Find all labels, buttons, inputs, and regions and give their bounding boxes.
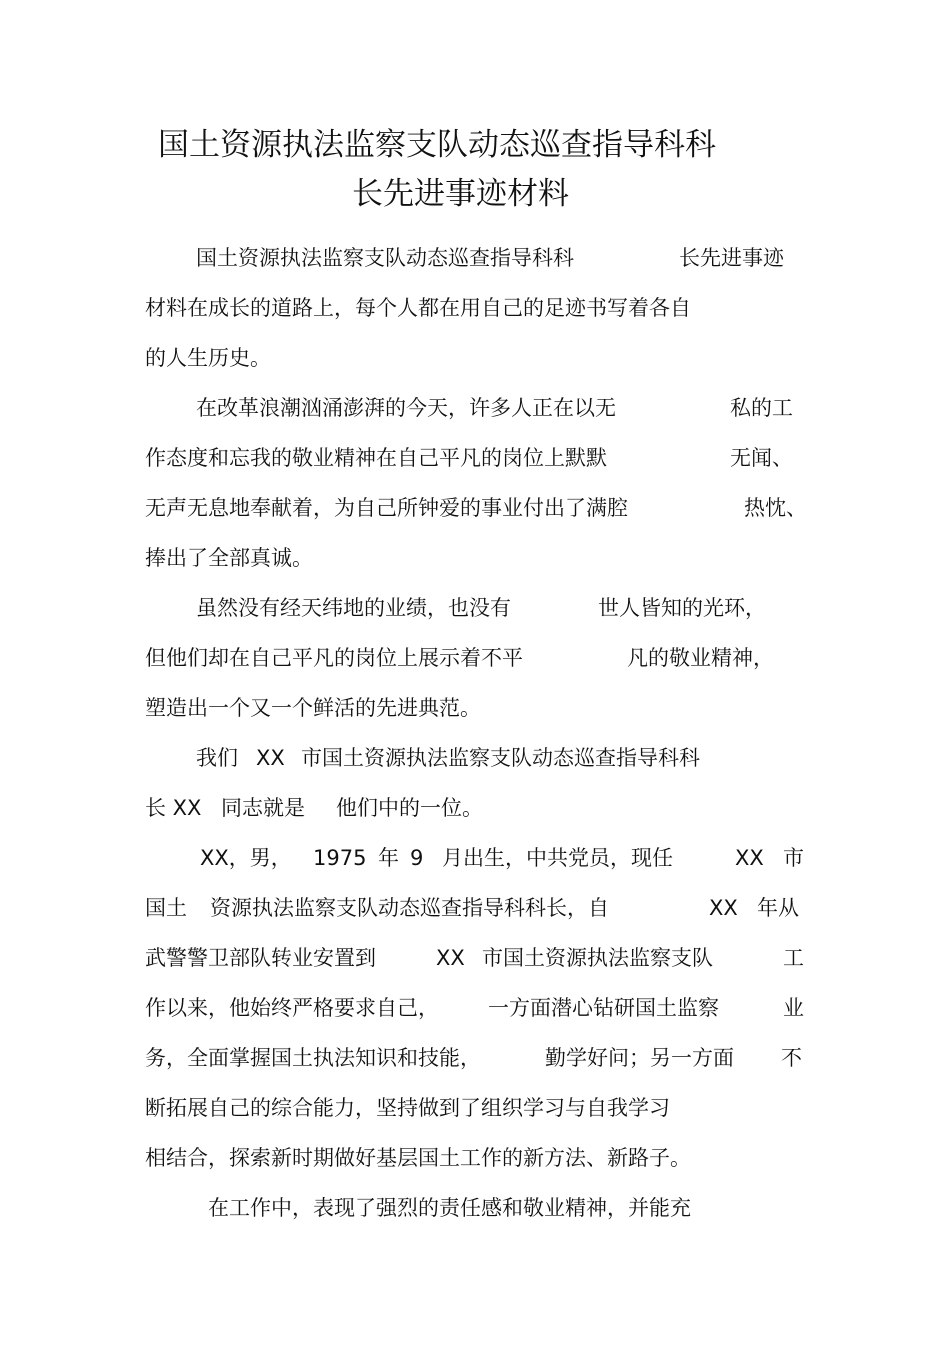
text-segment: 凡的敬业精神， (627, 646, 774, 670)
text-segment: XX (256, 746, 285, 770)
text-segment: 虽然没有经天纬地的业绩，也没有 (196, 596, 511, 620)
text-segment: 无闻、 (730, 446, 793, 470)
text-segment: 年从 (757, 896, 799, 920)
text-segment: 我们 (196, 746, 238, 770)
text-segment: 市国土资源执法监察支队动态巡查指导科科 (301, 746, 700, 770)
text-segment: 在改革浪潮汹涌澎湃的今天，许多人正在以无 (196, 396, 616, 420)
text-segment: 国土资源执法监察支队动态巡查指导科科 (196, 246, 574, 270)
text-segment: 他们中的一位。 (336, 796, 483, 820)
text-segment: 务，全面掌握国土执法知识和技能， (145, 1046, 481, 1070)
text-segment: 国土 (145, 896, 187, 920)
text-segment: 材料在成长的道路上，每个人都在用自己的足迹书写着各自 (145, 296, 691, 320)
text-segment: 无声无息地奉献着，为自己所钟爱的事业付出了满腔 (145, 496, 628, 520)
text-segment: XX (735, 846, 764, 870)
text-segment: 工 (783, 946, 804, 970)
text-segment: 作以来，他始终严格要求自己， (145, 996, 439, 1020)
text-segment: 但他们却在自己平凡的岗位上展示着不平 (145, 646, 523, 670)
text-segment: 在工作中，表现了强烈的责任感和敬业精神，并能充 (208, 1196, 691, 1220)
text-segment: 一方面潜心钻研国土监察 (488, 996, 719, 1020)
text-segment: XX (436, 946, 465, 970)
text-segment: 热忱、 (744, 496, 807, 520)
text-segment: 1975 (313, 846, 367, 870)
text-segment: 不 (781, 1046, 802, 1070)
text-segment: 武警警卫部队转业安置到 (145, 946, 376, 970)
text-segment: 世人皆知的光环， (598, 596, 766, 620)
text-segment: XX，男， (200, 846, 292, 870)
text-segment: 勤学好问；另一方面 (545, 1046, 734, 1070)
document-title-line-2: 长先进事迹材料 (352, 176, 569, 212)
text-segment: 长先进事迹 (679, 246, 784, 270)
text-segment: 相结合，探索新时期做好基层国土工作的新方法、新路子。 (145, 1146, 691, 1170)
text-segment: 资源执法监察支队动态巡查指导科科长，自 (210, 896, 609, 920)
document-title-line-1: 国土资源执法监察支队动态巡查指导科科 (158, 127, 716, 163)
text-segment: 9 (410, 846, 424, 870)
text-segment: XX (709, 896, 738, 920)
text-segment: 市国土资源执法监察支队 (482, 946, 713, 970)
text-segment: 市 (783, 846, 804, 870)
text-segment: 私的工 (730, 396, 793, 420)
text-segment: 的人生历史。 (145, 346, 271, 370)
text-segment: 长 XX (145, 796, 202, 820)
text-segment: 作态度和忘我的敬业精神在自己平凡的岗位上默默 (145, 446, 607, 470)
text-segment: 同志就是 (221, 796, 305, 820)
text-segment: 捧出了全部真诚。 (145, 546, 313, 570)
text-segment: 业 (783, 996, 804, 1020)
text-segment: 塑造出一个又一个鲜活的先进典范。 (145, 696, 481, 720)
text-segment: 月出生，中共党员，现任 (442, 846, 673, 870)
text-segment: 断拓展自己的综合能力，坚持做到了组织学习与自我学习 (145, 1096, 670, 1120)
text-segment: 年 (378, 846, 399, 870)
